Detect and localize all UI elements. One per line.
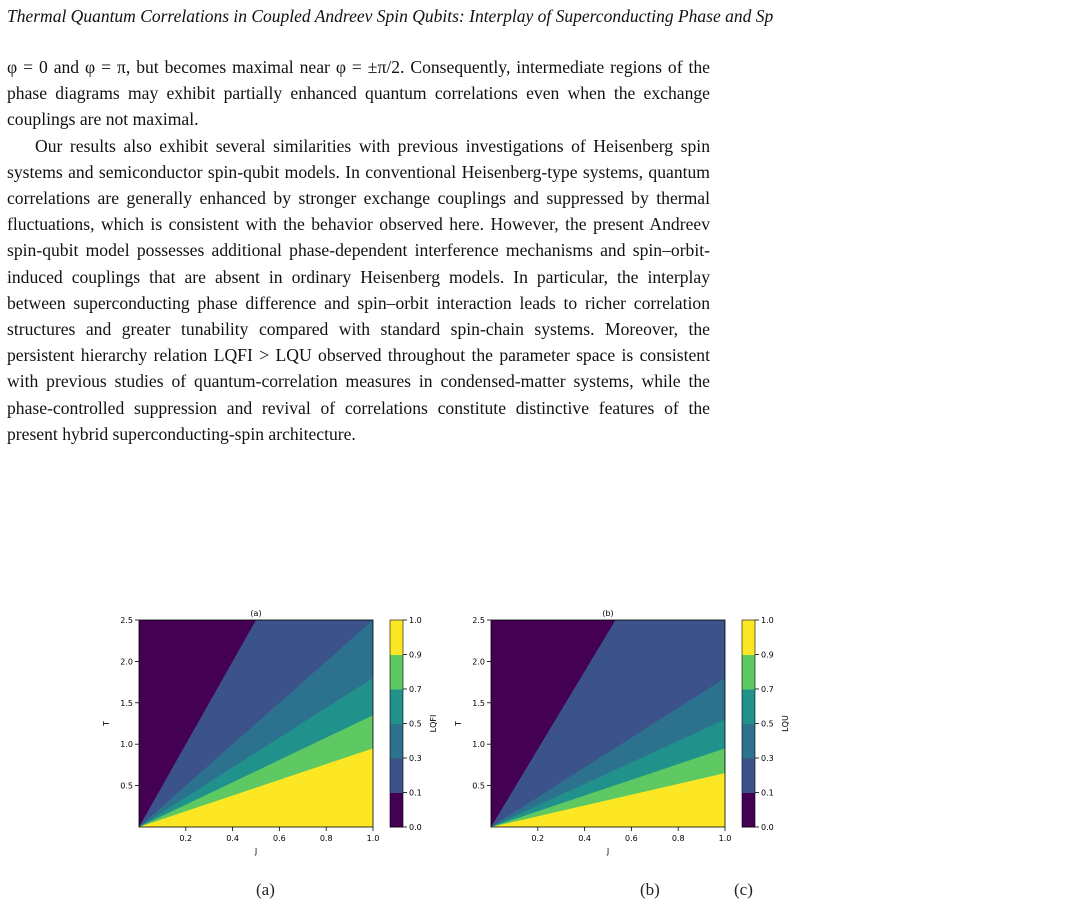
colorbar-tick-label: 0.1	[761, 788, 774, 798]
chart-title: (b)	[602, 609, 614, 618]
colorbar-tick-label: 0.5	[409, 719, 422, 729]
y-tick-label: 1.0	[120, 740, 133, 750]
colorbar-tick-label: 0.7	[761, 685, 774, 694]
colorbar-tick-label: 1.0	[761, 616, 774, 625]
y-tick-label: 2.5	[120, 616, 133, 625]
x-tick-label: 0.2	[179, 834, 193, 843]
colorbar-tick-label: 0.7	[409, 685, 422, 694]
y-tick-label: 2.0	[120, 657, 133, 667]
subfigure-caption: (b)	[640, 880, 660, 899]
colorbar-band	[390, 655, 403, 690]
colorbar-tick-label: 0.5	[761, 719, 774, 729]
subfigure-caption: (c)	[734, 880, 753, 899]
x-tick-label: 0.8	[319, 834, 333, 843]
x-tick-label: 0.2	[531, 834, 545, 843]
colorbar-band	[390, 689, 403, 724]
colorbar-band	[390, 793, 403, 828]
y-axis-label: T	[454, 721, 463, 726]
x-tick-label: 1.0	[366, 834, 380, 843]
x-tick-label: 1.0	[718, 834, 732, 843]
y-tick-label: 2.5	[472, 616, 485, 625]
y-tick-label: 1.0	[472, 740, 485, 750]
colorbar-tick-label: 1.0	[409, 616, 422, 625]
colorbar-label: LQFI	[429, 714, 438, 733]
colorbar-band	[742, 655, 755, 690]
paragraph: Our results also exhibit several similarities with previous investigations of Heisenberg spin systems and semiconductor spin-qubit models. In conventional Heisenberg-type systems, quantum correlations are generally enhanced by stronger exchange couplings and suppressed by thermal fluctuations, which is consistent with the behavior observed here. However, the present Andreev spin-qubit model possesses additional phase-dependent interference mechanisms and spin–orbit-induced couplings that are absent in ordinary Heisenberg models. In particular, the interplay between superconducting phase difference and spin–orbit interaction leads to richer correlation structures and greater tunability compared with standard spin-chain systems. Moreover, the persistent hierarchy relation LQFI > LQU observed throughout the parameter space is consistent with previous studies of quantum-correlation measures in condensed-matter systems, while the phase-controlled suppression and revival of correlations constitute distinctive features of the present hybrid superconducting-spin architecture.	[7, 135, 710, 444]
y-tick-label: 1.5	[120, 698, 133, 708]
colorbar-tick-label: 0.1	[409, 788, 422, 798]
colorbar-band	[390, 758, 403, 793]
heatmap-chart	[432, 592, 790, 856]
body-text	[7, 54, 710, 447]
colorbar-tick-label: 0.3	[761, 754, 774, 763]
colorbar-band	[742, 758, 755, 793]
x-tick-label: 0.4	[226, 834, 239, 843]
plot-area	[491, 438, 725, 827]
colorbar-band	[742, 620, 755, 655]
x-axis-label: J	[606, 847, 610, 856]
colorbar-tick-label: 0.9	[761, 650, 774, 660]
y-tick-label: 0.5	[120, 781, 133, 791]
x-axis-label: J	[254, 847, 258, 856]
x-tick-label: 0.6	[625, 834, 638, 843]
running-head: Thermal Quantum Correlations in Coupled Andreev Spin Qubits: Interplay of Superconducting Phase and Sp	[7, 6, 774, 26]
colorbar-tick-label: 0.0	[761, 823, 774, 832]
colorbar-band	[390, 724, 403, 759]
colorbar-band	[742, 793, 755, 828]
colorbar-band	[742, 689, 755, 724]
y-tick-label: 1.5	[472, 698, 485, 708]
colorbar-band	[390, 620, 403, 655]
subfigure-caption: (a)	[256, 880, 275, 899]
colorbar-label: LQU	[781, 715, 790, 732]
figure-panel-a	[80, 592, 438, 856]
x-tick-label: 0.6	[273, 834, 286, 843]
chart-title: (a)	[250, 609, 262, 618]
colorbar-tick-label: 0.0	[409, 823, 422, 832]
colorbar-band	[742, 724, 755, 759]
y-axis-label: T	[102, 721, 111, 726]
paragraph: φ = 0 and φ = π, but becomes maximal near φ = ±π/2. Consequently, intermediate regions of the phase diagrams may exhibit partially enhanced quantum correlations even when the exchange couplings are not maximal.	[7, 57, 710, 130]
colorbar-tick-label: 0.9	[409, 650, 422, 660]
y-tick-label: 0.5	[472, 781, 485, 791]
y-tick-label: 2.0	[472, 657, 485, 667]
colorbar-tick-label: 0.3	[409, 754, 422, 763]
heatmap-chart	[80, 592, 438, 856]
x-tick-label: 0.8	[671, 834, 685, 843]
x-tick-label: 0.4	[578, 834, 591, 843]
figure-panel-b	[432, 592, 790, 856]
